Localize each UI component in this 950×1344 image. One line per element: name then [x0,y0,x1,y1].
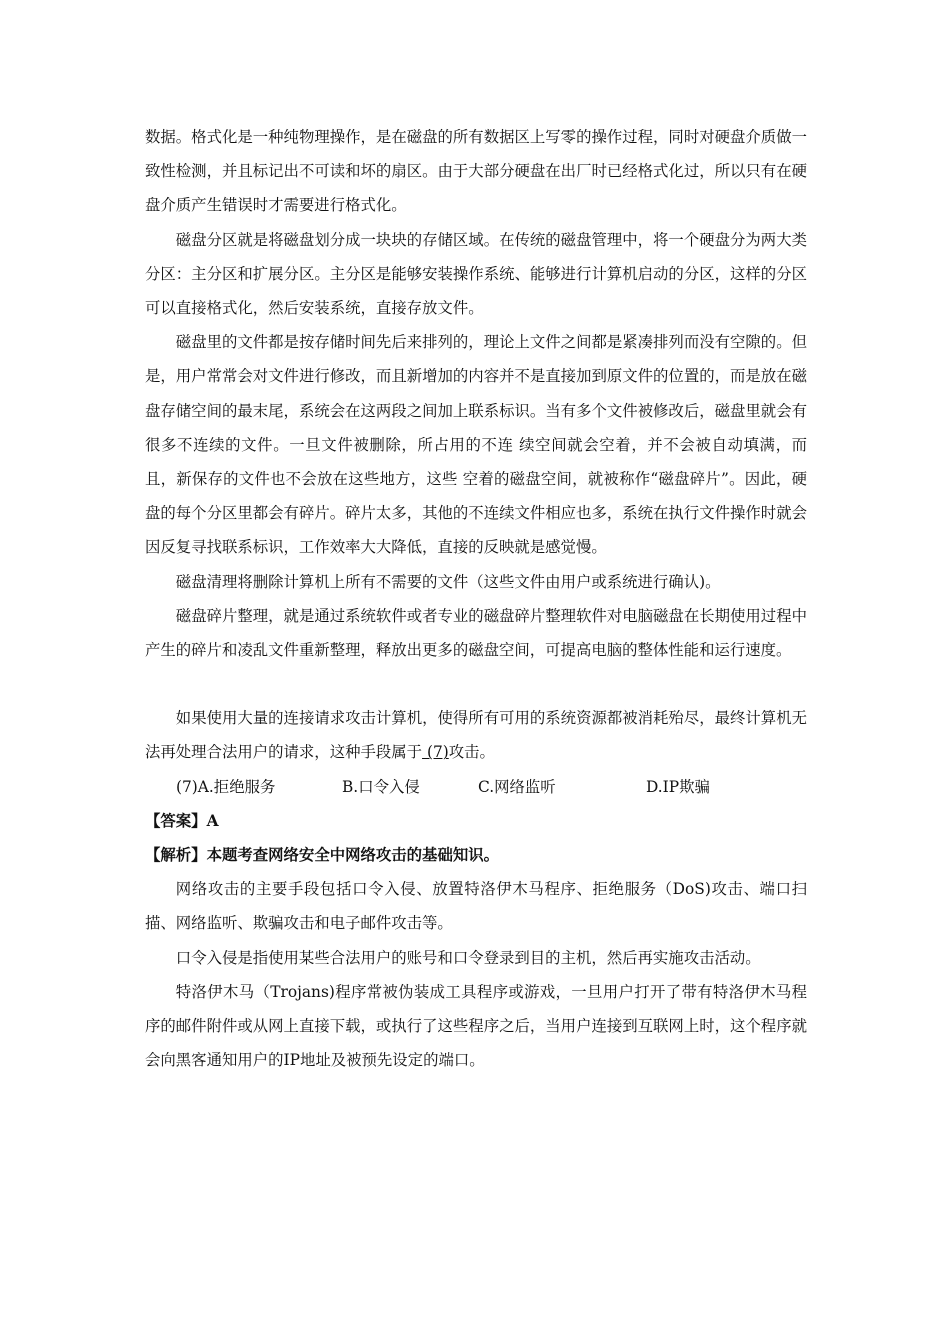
question-options [145,770,807,804]
question-text [145,701,807,769]
document-body [145,120,807,1077]
question-text-before: 如果使用大量的连接请求攻击计算机，使得所有可用的系统资源都被消耗殆尽，最终计算机无法再处理合法用户的请求，这种手段属于 [145,709,807,762]
paragraph-fragments: 磁盘里的文件都是按存储时间先后来排列的，理论上文件之间都是紧凑排列而没有空隙的。但是，用户常常会对文件进行修改，而且新增加的内容并不是直接加到原文件的位置的，而是放在磁盘存储空间的最末尾，系统会在这两段之间加上联系标识。当有多个文件被修改后，磁盘里就会有很多不连续的文件。一旦文件被删除，所占用的不连 续空间就会空着，并不会被自动填满，而且，新保存的文件也不会放在这些地方，这些 空着的磁盘空间，就被称作“磁盘碎片”。因此，硬盘的每个分区里都会有碎片。碎片太多，其他的不连续文件相应也多，系统在执行文件操作时就会因反复寻找联系标识，工作效率大大降低，直接的反映就是感觉慢。 [145,333,807,557]
paragraph-disk-cleanup: 磁盘清理将删除计算机上所有不需要的文件（这些文件由用户或系统进行确认)。 [175,572,721,591]
analysis-value: 本题考查网络安全中网络攻击的基础知识。 [206,846,500,865]
paragraph-defragmentation: 磁盘碎片整理，就是通过系统软件或者专业的磁盘碎片整理软件对电脑磁盘在长期使用过程中产生的碎片和凌乱文件重新整理，释放出更多的磁盘空间，可提高电脑的整体性能和运行速度。 [145,606,807,660]
paragraph-partition: 磁盘分区就是将磁盘划分成一块块的存储区域。在传统的磁盘管理中，将一个硬盘分为两大类分区：主分区和扩展分区。主分区是能够安装操作系统、能够进行计算机启动的分区，这样的分区可以直接格式化，然后安装系统，直接存放文件。 [145,230,807,318]
question-blank: (7) [422,743,449,762]
paragraph-formatting: 数据。格式化是一种纯物理操作，是在磁盘的所有数据区上写零的操作过程，同时对硬盘介质做一致性检测，并且标记出不可读和坏的扇区。由于大部分硬盘在出厂时已经格式化过，所以只有在硬盘介质产生错误时才需要进行格式化。 [145,128,807,215]
option-c: C.网络监听 [478,777,556,796]
option-a: (7)A.拒绝服务 [176,777,276,796]
answer-value: A [206,811,219,830]
spacer [145,667,807,701]
answer-line [145,804,807,838]
answer-label: 【答案】 [145,811,207,830]
paragraph-attack-methods: 网络攻击的主要手段包括口令入侵、放置特洛伊木马程序、拒绝服务（DoS)攻击、端口扫描、网络监听、欺骗攻击和电子邮件攻击等。 [145,880,807,933]
analysis-label: 【解析】 [145,846,207,865]
option-d: D.IP欺骗 [646,777,710,796]
question-text-after: 攻击。 [448,743,495,762]
option-b: B.口令入侵 [342,777,420,796]
paragraph-password-intrusion: 口令入侵是指使用某些合法用户的账号和口令登录到目的主机，然后再实施攻击活动。 [175,948,761,967]
paragraph-trojans: 特洛伊木马（Trojans)程序常被伪装成工具程序或游戏，一旦用户打开了带有特洛伊木马程序的邮件附件或从网上直接下载，或执行了这些程序之后，当用户连接到互联网上时，这个程序就会向黑客通知用户的IP地址及被预先设定的端口。 [145,982,807,1070]
analysis-line [145,838,807,872]
